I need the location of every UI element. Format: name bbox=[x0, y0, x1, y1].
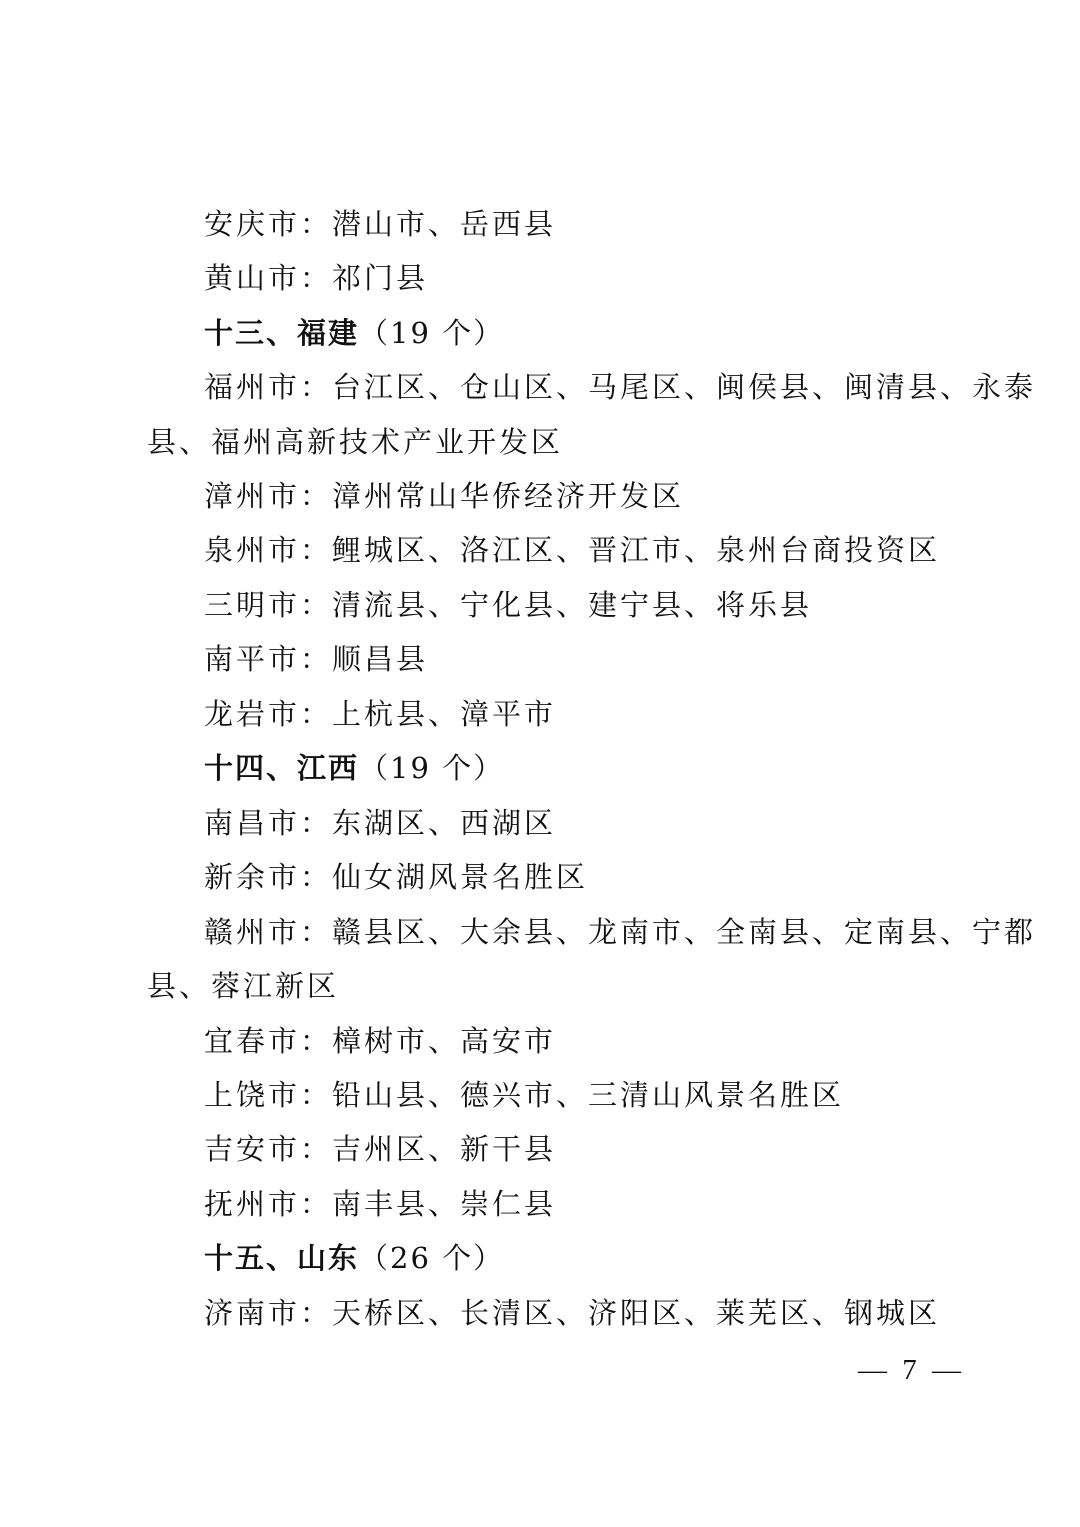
section-count: （19 个） bbox=[359, 751, 505, 785]
section-heading bbox=[204, 748, 949, 788]
section-title: 十三、福建 bbox=[204, 316, 360, 350]
text-line: 龙岩市：上杭县、漳平市 bbox=[204, 697, 557, 731]
text-line: 赣州市：赣县区、大余县、龙南市、全南县、定南县、宁都 bbox=[204, 915, 1037, 949]
section-count: （19 个） bbox=[359, 316, 505, 350]
text-line: 吉安市：吉州区、新干县 bbox=[204, 1132, 557, 1166]
section-count: （26 个） bbox=[359, 1241, 505, 1275]
text-line: 上饶市：铅山县、德兴市、三清山风景名胜区 bbox=[204, 1078, 845, 1112]
text-line: 三明市：清流县、宁化县、建宁县、将乐县 bbox=[204, 588, 813, 622]
text-line: 宜春市：樟树市、高安市 bbox=[204, 1024, 557, 1058]
section-title: 十五、山东 bbox=[204, 1241, 360, 1275]
text-line: 安庆市：潜山市、岳西县 bbox=[204, 207, 557, 241]
text-line: 抚州市：南丰县、崇仁县 bbox=[204, 1187, 557, 1221]
text-line-continued: 县、蓉江新区 bbox=[147, 969, 340, 1003]
text-line: 济南市：天桥区、长清区、济阳区、莱芜区、钢城区 bbox=[204, 1296, 941, 1330]
page-number: — 7 — bbox=[858, 1354, 965, 1386]
text-line: 黄山市：祁门县 bbox=[204, 261, 429, 295]
text-line: 南平市：顺昌县 bbox=[204, 642, 429, 676]
text-line: 福州市：台江区、仓山区、马尾区、闽侯县、闽清县、永泰 bbox=[204, 370, 1037, 404]
section-heading bbox=[204, 313, 949, 353]
text-line: 泉州市：鲤城区、洛江区、晋江市、泉州台商投资区 bbox=[204, 533, 941, 567]
text-line: 南昌市：东湖区、西湖区 bbox=[204, 806, 557, 840]
section-heading bbox=[204, 1238, 949, 1278]
text-line: 新余市：仙女湖风景名胜区 bbox=[204, 860, 589, 894]
text-line: 漳州市：漳州常山华侨经济开发区 bbox=[204, 479, 685, 513]
text-line-continued: 县、福州高新技术产业开发区 bbox=[147, 425, 564, 459]
section-title: 十四、江西 bbox=[204, 751, 360, 785]
